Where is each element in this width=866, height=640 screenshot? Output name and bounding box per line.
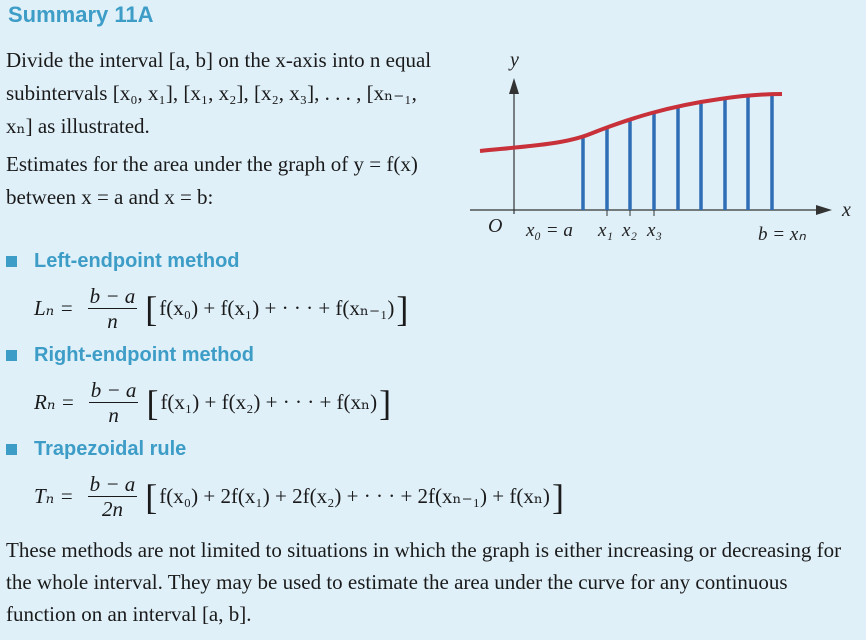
left-bracket: [ [145, 288, 158, 329]
right-bracket: ] [379, 382, 392, 423]
left-bracket: [ [146, 382, 159, 423]
formula-lhs: Lₙ = [34, 296, 74, 320]
bullet-icon [6, 256, 17, 267]
formula-fraction [88, 284, 138, 333]
formula-lhs: Tₙ = [34, 484, 74, 508]
formula-expression: f(x₁) + f(x₂) + · · · + f(xₙ) [160, 390, 378, 414]
fraction-numerator: b − a [89, 472, 136, 496]
closing-paragraph: These methods are not limited to situations in which the graph is either increasing or decreasing for the whole interval. They may be used to estimate the area under the curve for any continuous function on an interval [a, b]. [6, 538, 842, 626]
subinterval-diagram [470, 46, 850, 246]
trapezoidal-heading [6, 438, 186, 461]
intro-paragraph: Divide the interval [a, b] on the x-axis into n equal subintervals [x₀, x₁], [x₁, x₂], [x₂, x₃], . . . , [xₙ₋₁, xₙ] as illustrated. [6, 48, 432, 138]
fraction-denominator: n [107, 309, 118, 333]
left-endpoint-heading [6, 250, 240, 273]
left-endpoint-title: Left-endpoint method [34, 250, 240, 272]
x3-label: x₃ [647, 220, 663, 241]
right-bracket: ] [551, 476, 564, 517]
trapezoidal-formula [34, 472, 566, 521]
formula-fraction [88, 472, 138, 521]
y-axis-label: y [510, 49, 519, 71]
bullet-icon [6, 444, 17, 455]
x-axis-label: x [842, 199, 851, 221]
formula-expression: f(x₀) + f(x₁) + · · · + f(xₙ₋₁) [159, 296, 395, 320]
left-bracket: [ [145, 476, 158, 517]
trapezoidal-title: Trapezoidal rule [34, 438, 187, 460]
y-axis-arrow [509, 78, 519, 94]
x-axis-arrow [816, 205, 832, 215]
fraction-numerator: b − a [90, 378, 137, 402]
subinterval-bars [583, 94, 772, 210]
xn-label: b = xₙ [758, 224, 806, 245]
summary-title: Summary 11A [8, 2, 154, 27]
left-endpoint-formula [34, 284, 410, 333]
formula-fraction [89, 378, 139, 427]
fraction-denominator: 2n [101, 497, 123, 521]
estimates-paragraph: Estimates for the area under the graph of y = f(x) between x = a and x = b: [6, 152, 418, 209]
right-bracket: ] [396, 288, 409, 329]
fraction-denominator: n [108, 403, 119, 427]
right-endpoint-title: Right-endpoint method [34, 344, 254, 366]
bullet-icon [6, 350, 17, 361]
x2-label: x₂ [622, 220, 638, 241]
x1-label: x₁ [598, 220, 614, 241]
fraction-numerator: b − a [89, 284, 136, 308]
x0-label: x₀ = a [526, 220, 573, 241]
formula-expression: f(x₀) + 2f(x₁) + 2f(x₂) + · · · + 2f(xₙ₋₁) + f(xₙ) [159, 484, 550, 508]
right-endpoint-formula [34, 378, 393, 427]
formula-lhs: Rₙ = [34, 390, 75, 414]
right-endpoint-heading [6, 344, 254, 367]
origin-label: O [488, 215, 503, 237]
